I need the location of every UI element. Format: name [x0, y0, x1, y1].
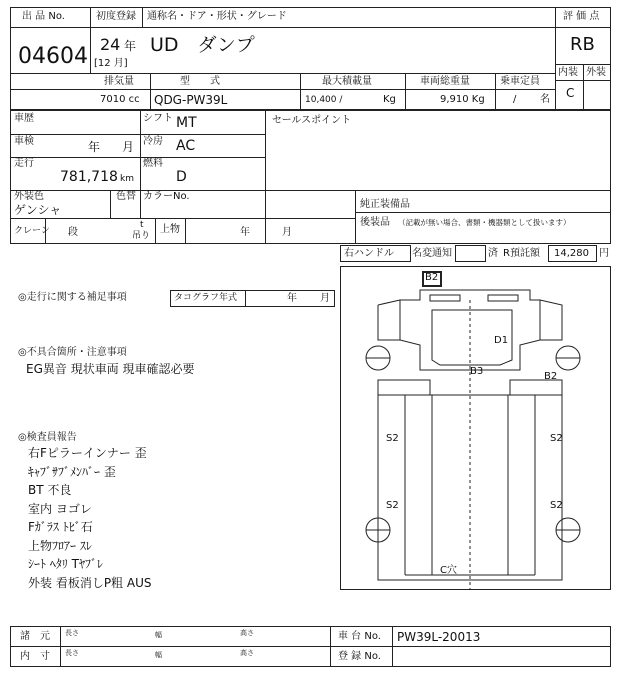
crane-hang: 吊り: [132, 231, 151, 241]
damage-label-d1: D1: [494, 335, 509, 346]
exterior-label: 外装: [586, 67, 606, 78]
damage-label-b3: B3: [470, 366, 484, 377]
aftermarket-label: 後装品: [360, 217, 390, 228]
deposit-value: 14,280: [554, 248, 589, 259]
damage-label-b2-top: B2: [425, 272, 439, 283]
damage-label-c-hole: C穴: [440, 565, 457, 576]
rating-value: RB: [570, 34, 595, 55]
inspector-report-item: 室内 ヨゴレ: [28, 501, 92, 516]
first-reg-month: [12 月]: [94, 58, 128, 69]
name-change-label: 名変通知: [412, 248, 452, 259]
gross-weight-value: 9,910 Kg: [440, 94, 485, 105]
rating-label: 評 価 点: [563, 11, 600, 22]
aftermarket-note: （記載が無い場合、書類・機器類として扱います）: [398, 218, 571, 227]
first-reg-label: 初度登録: [96, 11, 136, 22]
inspector-report-item: 右Fピラーインナー 歪: [28, 446, 147, 460]
capacity-value: /: [513, 94, 517, 105]
spec-height-label: 高さ: [240, 629, 254, 637]
max-load-unit: Kg: [383, 94, 396, 105]
displacement-value: 7010 cc: [100, 94, 140, 105]
defect-title: ◎不具合箇所・注意事項: [18, 347, 127, 358]
first-reg-year: 24: [100, 35, 121, 54]
displacement-label: 排気量: [104, 76, 134, 87]
deposit-label: R預託額: [503, 248, 540, 259]
inspection-month: 月: [122, 140, 135, 154]
spec-width-label: 幅: [155, 631, 162, 639]
damage-label-b2-right: B2: [544, 371, 558, 382]
color-no-label: カラーNo.: [143, 191, 190, 202]
year-unit: 年: [124, 39, 137, 53]
shift-value: MT: [176, 115, 197, 131]
max-load-label: 最大積載量: [322, 76, 372, 87]
crane-label: クレーン: [14, 226, 50, 236]
upper-year: 年: [240, 227, 250, 238]
inspector-report-item: Fｶﾞﾗｽ ﾄﾋﾞ石: [28, 520, 93, 534]
history-label: 車歴: [14, 113, 34, 124]
model-label: 型 式: [180, 76, 220, 87]
chassis-label: 車 台 No.: [338, 631, 381, 642]
crane-stage: 段: [68, 227, 78, 238]
ext-color-value: ゲンシャ: [14, 203, 62, 217]
ext-color-label: 外装色: [14, 191, 44, 202]
inspector-report-item: ｷｬﾌﾞｻﾌﾞﾒﾝﾊﾞｰ 歪: [28, 464, 116, 479]
upper-month: 月: [282, 227, 292, 238]
color-change-label: 色替: [116, 191, 136, 202]
genuine-label: 純正装備品: [360, 199, 410, 210]
inner-height-label: 高さ: [240, 649, 254, 657]
inspector-report-item: 外装 看板消しP粗 AUS: [28, 575, 152, 590]
tacho-label: タコグラフ年式: [174, 293, 238, 303]
inspection-label: 車検: [14, 136, 34, 147]
mileage-label: 走行: [14, 158, 34, 169]
ac-value: AC: [176, 138, 196, 154]
tacho-month: 月: [320, 293, 330, 304]
interior-label: 内装: [558, 67, 578, 78]
inner-length-label: 長さ: [65, 649, 79, 657]
inner-row-label: 内 寸: [20, 651, 50, 662]
sales-point-label: セールスポイント: [272, 115, 352, 126]
capacity-label: 乗車定員: [500, 76, 540, 87]
lot-no: 04604: [18, 44, 88, 69]
damage-label-s2-right-upper: S2: [550, 433, 563, 444]
deposit-unit: 円: [599, 248, 609, 259]
mileage-value: 781,718: [60, 169, 118, 185]
crane-t: t: [140, 220, 144, 230]
spec-row-label: 諸 元: [20, 631, 50, 642]
damage-label-s2-left-upper: S2: [386, 433, 399, 444]
inner-width-label: 幅: [155, 651, 162, 659]
ac-label: 冷房: [143, 136, 163, 147]
damage-label-s2-right-lower: S2: [550, 500, 563, 511]
fuel-value: D: [176, 169, 187, 185]
spec-length-label: 長さ: [65, 629, 79, 637]
deposit-prefix: 済: [488, 248, 498, 259]
max-load-value: 10,400 /: [305, 95, 343, 105]
interior-value: C: [566, 86, 575, 100]
inspector-report-item: ｼｰﾄ ﾍﾀﾘ Tﾔﾌﾞﾚ: [28, 557, 103, 571]
name-label: 通称名・ドア・形状・グレード: [147, 11, 287, 22]
truck-diagram: [366, 272, 580, 590]
inspection-year: 年: [88, 140, 101, 154]
mileage-unit: km: [120, 174, 134, 184]
vehicle-name: UD ダンプ: [150, 34, 255, 56]
damage-label-s2-left-lower: S2: [386, 500, 399, 511]
registration-label: 登 録 No.: [338, 651, 381, 662]
model-value: QDG-PW39L: [154, 93, 228, 107]
inspector-report-item: BT 不良: [28, 483, 72, 497]
right-handle-option: 右ハンドル: [344, 248, 394, 259]
chassis-value: PW39L-20013: [397, 630, 481, 644]
gross-weight-label: 車両総重量: [420, 76, 470, 87]
tacho-year: 年: [287, 293, 297, 304]
shift-label: シフト: [143, 113, 173, 124]
fuel-label: 燃料: [143, 158, 163, 169]
capacity-unit: 名: [540, 94, 550, 105]
inspector-report-item: 上物ﾌﾛｱｰ ｽﾚ: [28, 538, 92, 553]
upper-label: 上物: [160, 224, 180, 235]
driving-notes-title: ◎走行に関する補足事項: [18, 292, 127, 303]
defect-text: EG異音 現状車両 現車確認必要: [26, 362, 195, 376]
lot-no-label: 出 品 No.: [22, 11, 65, 22]
inspector-title: ◎検査員報告: [18, 432, 77, 443]
